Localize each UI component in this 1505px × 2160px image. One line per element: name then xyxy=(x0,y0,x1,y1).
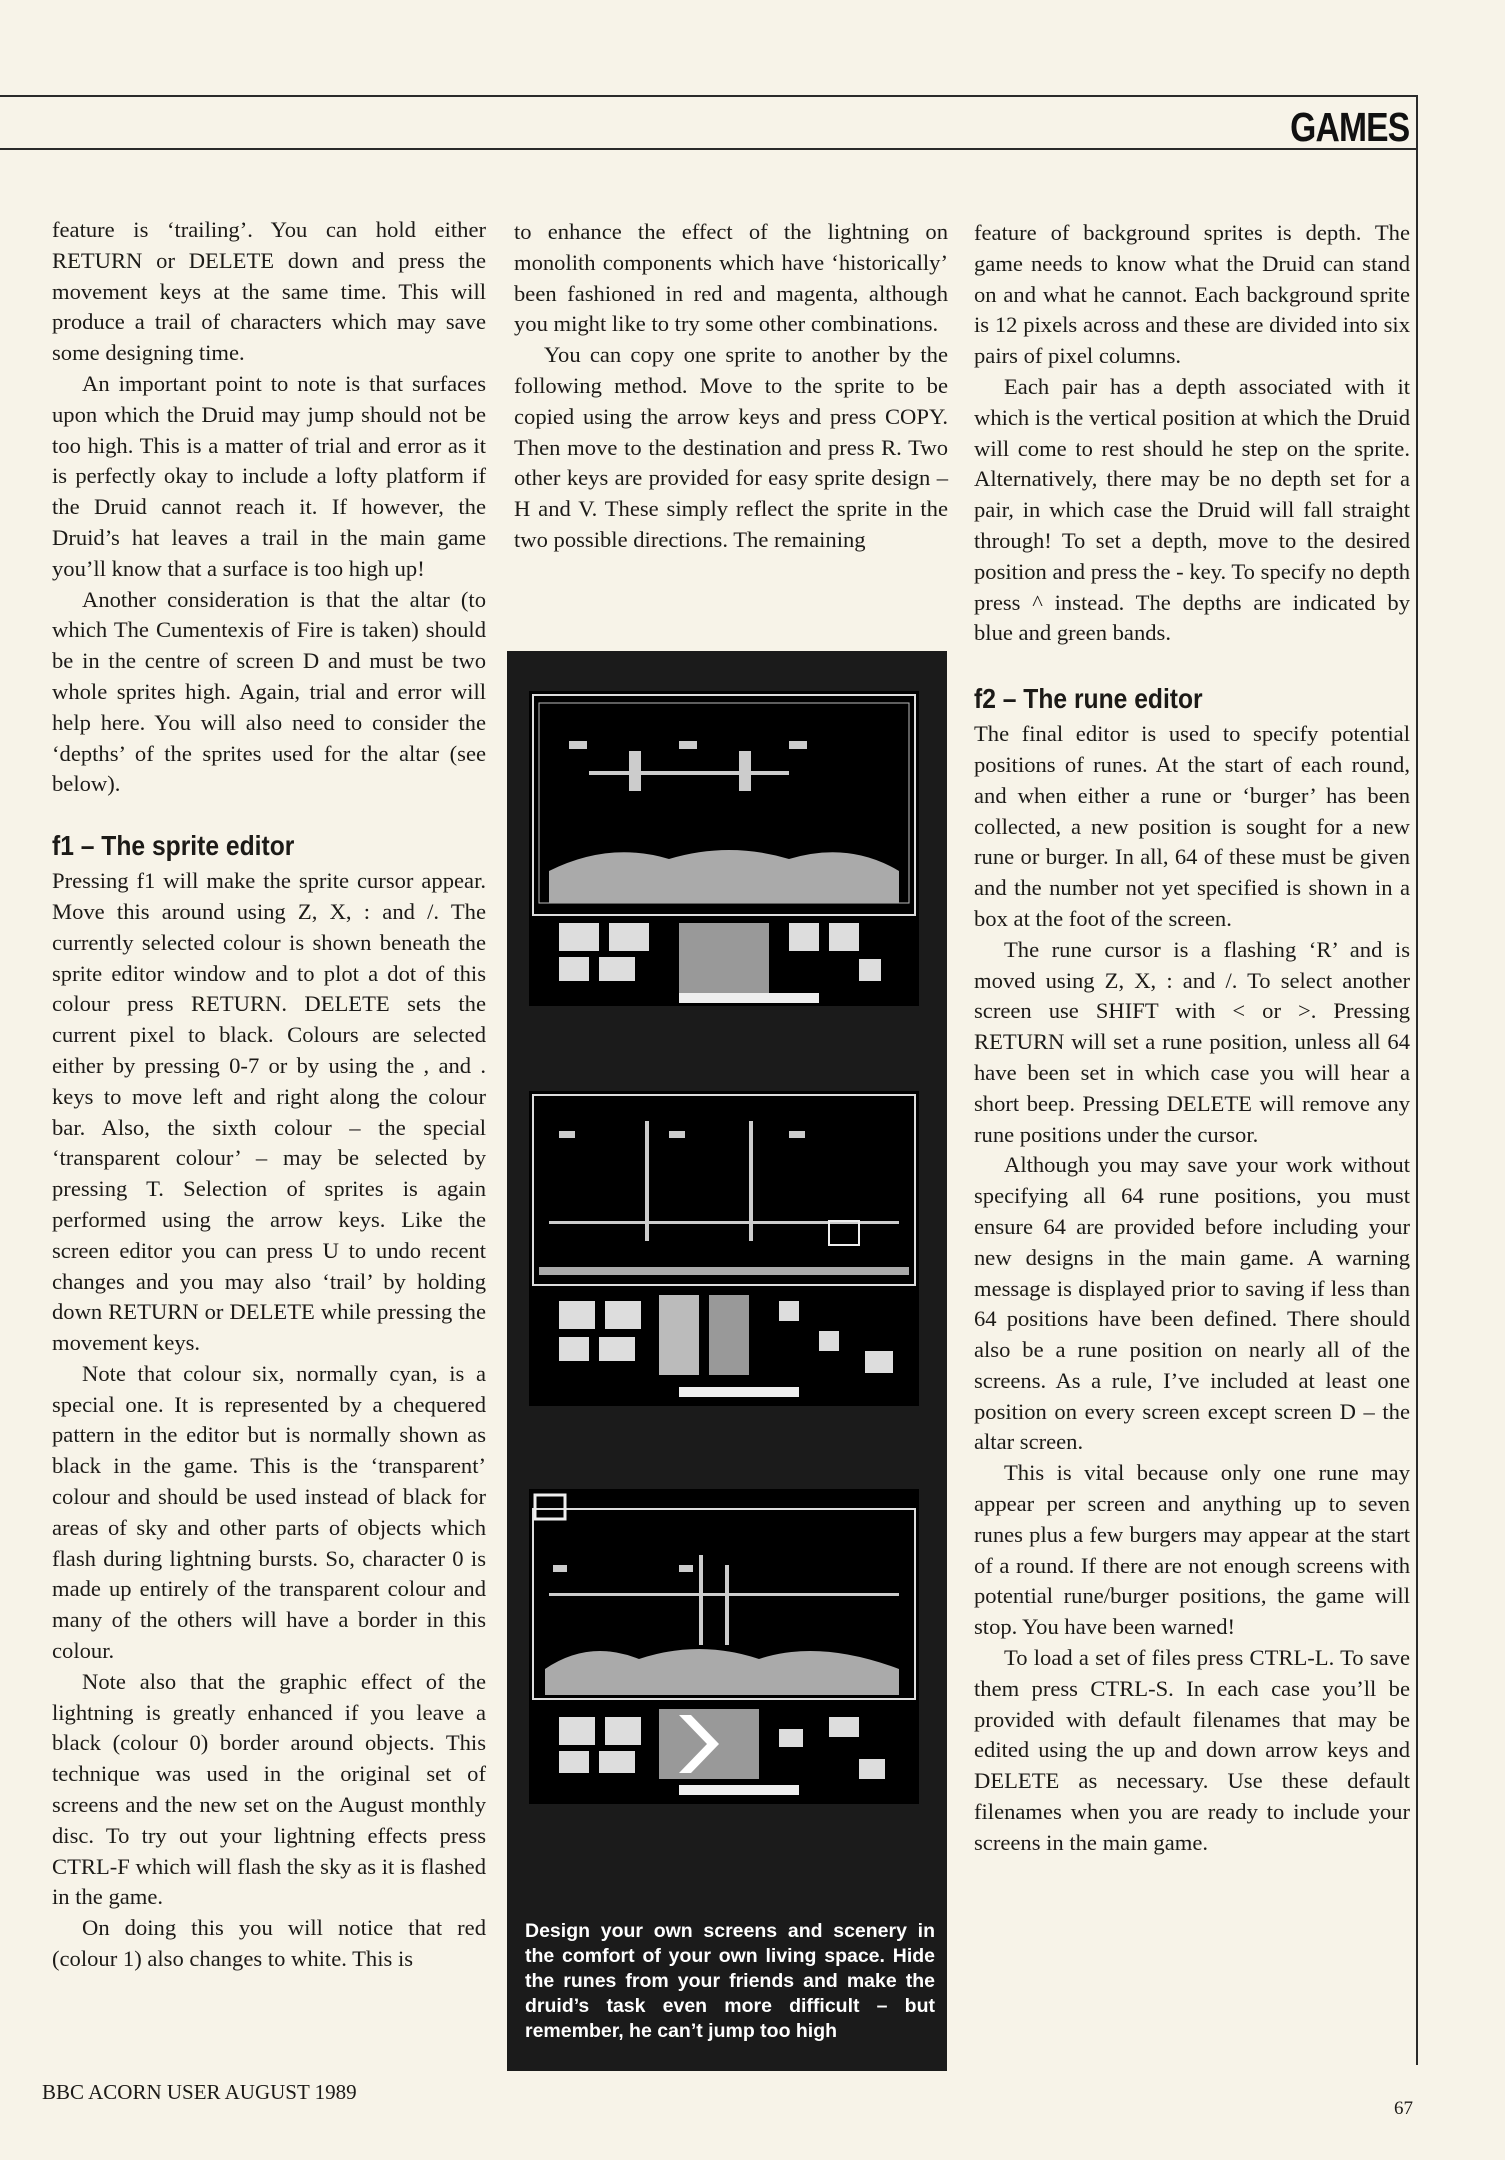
paragraph: Note also that the graphic effect of the lightning is greatly enhanced if you leave a black (colour 0) border around objects. This technique was used in the original set of screens and the new set on the August monthly disc. To try out your lightning effects press CTRL-F which will flash the sky as it is flashed in the game. xyxy=(52,1668,486,1910)
paragraph: feature is ‘trailing’. You can hold either RETURN or DELETE down and press the movement keys at the same time. This will produce a trail of characters which may save some designing time. xyxy=(52,217,486,366)
section-heading: f1 – The sprite editor xyxy=(52,830,295,862)
publication-footer: BBC ACORN USER AUGUST 1989 xyxy=(42,2080,357,2104)
paragraph: Pressing f1 will make the sprite cursor appear. Move this around using Z, X, : and /. The currently selected colour is shown beneath the sprite editor window and to plot a dot of this colour press RETURN. DELETE sets the current pixel to black. Colours are selected either by pressing 0-7 or by using the , and . keys to move left and right along the colour bar. Also, the sixth colour – the special ‘transparent colour’ – may be selected by pressing T. Selection of sprites is again performed using the arrow keys. Like the screen editor you can press U to undo recent changes and you may also ‘trail’ by holding down RETURN or DELETE while pressing the movement keys. xyxy=(52,868,486,1356)
paragraph: Each pair has a depth associated with it which is the vertical position at which the Druid will come to rest should he step on the sprite. Alternatively, there may be no depth set for a pair, in which case the Druid will fall straight through! To set a depth, move to the desired position and press the - key. To specify no depth press ^ instead. The depths are indicated by blue and green bands. xyxy=(974,373,1410,646)
top-rule xyxy=(0,95,1418,97)
screenshot-panel xyxy=(507,651,947,2071)
paragraph: feature of background sprites is depth. The game needs to know what the Druid can stand on and what he cannot. Each background sprite is 12 pixels across and these are divided into six pairs of pixel columns. xyxy=(974,220,1410,369)
header-rule xyxy=(0,148,1418,150)
column-1 xyxy=(52,215,486,1975)
section-label: GAMES xyxy=(1289,104,1409,150)
paragraph: An important point to note is that surfaces upon which the Druid may jump should not be too high. This is a matter of trial and error as it is perfectly okay to include a lofty platform if the Druid cannot reach it. If however, the Druid’s hat leaves a trail in the main game you’ll know that a surface is too high up! xyxy=(52,370,486,581)
column-3 xyxy=(974,218,1410,1859)
paragraph: Although you may save your work without specifying all 64 rune positions, you must ensure 64 are provided before including your new designs in the main game. A warning message is displayed prior to saving if less than 64 positions have been defined. There should also be a rune position on nearly all of the screens. As a rule, I’ve included at least one position on every screen except screen D – the altar screen. xyxy=(974,1152,1410,1455)
photo-caption: Design your own screens and scenery in the comfort of your own living space. Hide the runes from your friends and make the druid’s task even more difficult – but remember, he can’t jump too high xyxy=(525,1920,935,2042)
right-rule xyxy=(1416,95,1418,2065)
paragraph: Another consideration is that the altar (to which The Cumentexis of Fire is taken) should be in the centre of screen D and must be two whole sprites high. Again, trial and error will help here. You will also need to consider the ‘depths’ of the sprites used for the altar (see below). xyxy=(52,586,486,797)
page-number: 67 xyxy=(1394,2098,1413,2119)
paragraph: You can copy one sprite to another by the following method. Move to the sprite to be copied using the arrow keys and press COPY. Then move to the destination and press R. Two other keys are provided for easy sprite design – H and V. These simply reflect the sprite in the two possible directions. The remaining xyxy=(514,342,948,552)
game-editor-screenshot-3 xyxy=(529,1489,919,1804)
paragraph: To load a set of files press CTRL-L. To save them press CTRL-S. In each case you’ll be provided with default filenames that may be edited using the up and down arrow keys and DELETE as necessary. Use these default filenames when you are ready to include your screens in the main game. xyxy=(974,1645,1410,1855)
column-2 xyxy=(514,217,948,556)
paragraph: This is vital because only one rune may appear per screen and anything up to seven runes plus a few burgers may appear at the start of a round. If there are not enough screens with potential rune/burger positions, the game will stop. You have been warned! xyxy=(974,1460,1410,1640)
paragraph: to enhance the effect of the lightning on monolith components which have ‘historically’ been fashioned in red and magenta, although you might like to try some other combinations. xyxy=(514,219,948,337)
game-editor-screenshot-1 xyxy=(529,691,919,1006)
paragraph: On doing this you will notice that red (colour 1) also changes to white. This is xyxy=(52,1915,486,1972)
paragraph: The rune cursor is a flashing ‘R’ and is moved using Z, X, : and /. To select another screen use SHIFT with < or >. Pressing RETURN will set a rune position, unless all 64 have been set in which case you will hear a short beep. Pressing DELETE will remove any rune positions under the cursor. xyxy=(974,936,1410,1147)
game-editor-screenshot-2 xyxy=(529,1091,919,1406)
paragraph: Note that colour six, normally cyan, is a special one. It is represented by a chequered pattern in the editor but is normally shown as black in the game. This is the ‘transparent’ colour and should be used instead of black for areas of sky and other parts of objects which flash during lightning bursts. So, character 0 is made up entirely of the transparent colour and many of the others will have a border in this colour. xyxy=(52,1360,486,1664)
paragraph: The final editor is used to specify potential positions of runes. At the start of each round, and when either a rune or ‘burger’ has been collected, a new position is sought for a new rune or burger. In all, 64 of these must be given and the number not yet specified is shown in a box at the foot of the screen. xyxy=(974,721,1410,931)
section-heading: f2 – The rune editor xyxy=(974,683,1203,715)
